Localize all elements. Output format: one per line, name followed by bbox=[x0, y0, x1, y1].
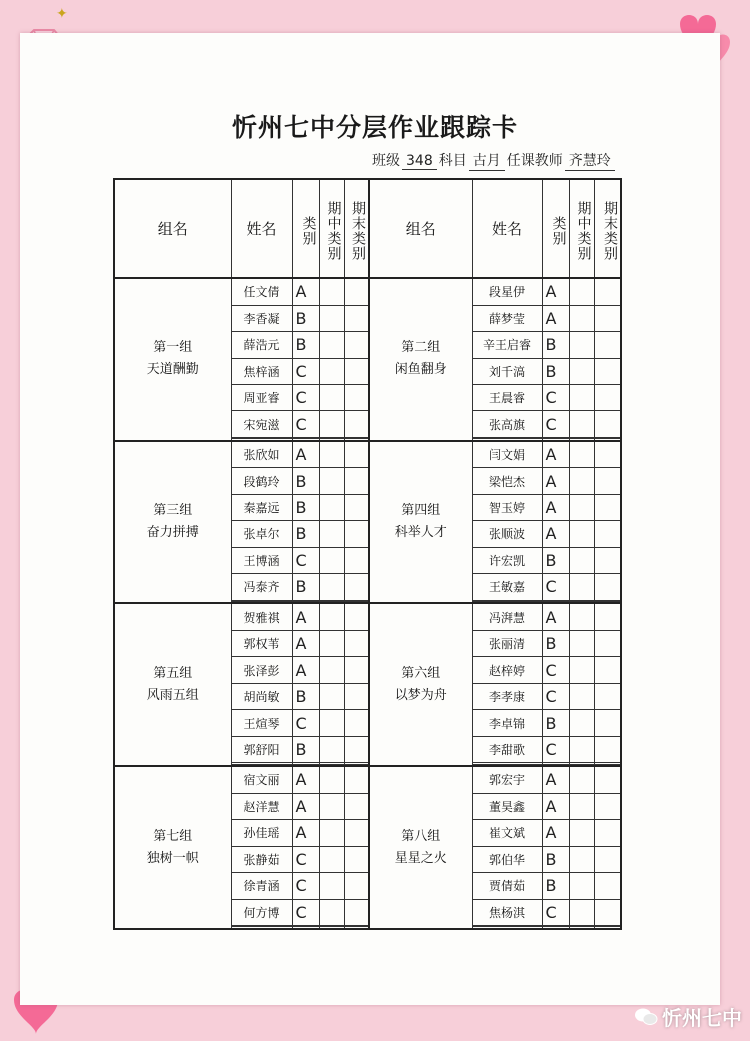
teacher-value: 齐慧玲 bbox=[565, 150, 615, 171]
student-name: 刘千滈 bbox=[472, 358, 542, 384]
midterm-cell bbox=[569, 710, 594, 736]
student-name: 王博涵 bbox=[231, 547, 292, 573]
category-cell: B bbox=[292, 305, 319, 331]
student-name: 赵梓婷 bbox=[472, 657, 542, 683]
category-cell: A bbox=[292, 603, 319, 630]
student-name: 李卓锦 bbox=[472, 710, 542, 736]
midterm-cell bbox=[569, 441, 594, 468]
page-title: 忻州七中分层作业跟踪卡 bbox=[231, 113, 518, 142]
table-row bbox=[114, 441, 621, 468]
category-cell bbox=[292, 927, 319, 929]
student-name: 张丽清 bbox=[472, 631, 542, 657]
category-cell: B bbox=[542, 358, 569, 384]
student-name: 梁恺杰 bbox=[472, 468, 542, 494]
final-cell bbox=[344, 927, 369, 929]
student-name: 徐青涵 bbox=[231, 873, 292, 899]
midterm-cell bbox=[319, 384, 344, 410]
student-name: 李香凝 bbox=[231, 305, 292, 331]
student-name: 冯湃慧 bbox=[472, 603, 542, 630]
table-row bbox=[114, 603, 621, 630]
student-name bbox=[472, 927, 542, 929]
midterm-cell bbox=[569, 927, 594, 929]
sparkle-icon: ✦ bbox=[56, 6, 68, 22]
final-cell bbox=[344, 631, 369, 657]
final-cell bbox=[594, 441, 621, 468]
category-cell: C bbox=[292, 411, 319, 437]
tracking-table bbox=[113, 178, 622, 930]
final-cell bbox=[594, 820, 621, 846]
final-cell bbox=[344, 603, 369, 630]
midterm-cell bbox=[319, 358, 344, 384]
midterm-cell bbox=[319, 305, 344, 331]
midterm-cell bbox=[569, 574, 594, 600]
student-name: 薛浩元 bbox=[231, 332, 292, 358]
final-cell bbox=[344, 899, 369, 925]
final-cell bbox=[344, 521, 369, 547]
final-cell bbox=[344, 710, 369, 736]
group-motto: 奋力拼搏 bbox=[146, 525, 199, 541]
final-cell bbox=[344, 305, 369, 331]
group-number: 第三组 bbox=[153, 503, 193, 519]
header-group: 组名 bbox=[114, 179, 231, 278]
category-cell: A bbox=[542, 603, 569, 630]
final-cell bbox=[594, 384, 621, 410]
group-cell bbox=[369, 441, 472, 604]
group-number: 第六组 bbox=[401, 665, 441, 681]
midterm-cell bbox=[319, 411, 344, 437]
category-cell: B bbox=[292, 574, 319, 600]
final-cell bbox=[594, 547, 621, 573]
category-cell: A bbox=[292, 766, 319, 793]
final-cell bbox=[594, 603, 621, 630]
student-name: 宿文丽 bbox=[231, 766, 292, 793]
group-cell bbox=[369, 603, 472, 766]
wechat-icon bbox=[634, 1007, 658, 1027]
student-name: 智玉婷 bbox=[472, 494, 542, 520]
midterm-cell bbox=[569, 793, 594, 819]
final-cell bbox=[344, 384, 369, 410]
category-cell: A bbox=[292, 657, 319, 683]
group-motto: 科举人才 bbox=[394, 525, 447, 541]
student-name: 张顺波 bbox=[472, 521, 542, 547]
category-cell bbox=[542, 927, 569, 929]
final-cell bbox=[344, 441, 369, 468]
category-cell: C bbox=[292, 873, 319, 899]
teacher-label: 任课教师 bbox=[506, 153, 563, 169]
group-number: 第七组 bbox=[153, 828, 193, 844]
student-name: 秦嘉远 bbox=[231, 494, 292, 520]
midterm-cell bbox=[319, 603, 344, 630]
midterm-cell bbox=[319, 683, 344, 709]
final-cell bbox=[594, 358, 621, 384]
final-cell bbox=[344, 873, 369, 899]
student-name: 李甜歌 bbox=[472, 736, 542, 762]
midterm-cell bbox=[569, 384, 594, 410]
final-cell bbox=[344, 278, 369, 305]
midterm-cell bbox=[319, 793, 344, 819]
final-cell bbox=[594, 278, 621, 305]
group-motto: 闲鱼翻身 bbox=[394, 362, 447, 378]
group-motto: 以梦为舟 bbox=[394, 687, 447, 703]
final-cell bbox=[344, 468, 369, 494]
final-cell bbox=[344, 332, 369, 358]
group-cell bbox=[369, 766, 472, 929]
student-name: 何方博 bbox=[231, 899, 292, 925]
table-row bbox=[114, 766, 621, 793]
midterm-cell bbox=[319, 574, 344, 600]
student-name: 胡尚敏 bbox=[231, 683, 292, 709]
category-cell: A bbox=[292, 631, 319, 657]
student-name: 贾倩茹 bbox=[472, 873, 542, 899]
midterm-cell bbox=[319, 547, 344, 573]
student-name: 郭舒阳 bbox=[231, 736, 292, 762]
student-name: 董昊鑫 bbox=[472, 793, 542, 819]
category-cell: C bbox=[292, 710, 319, 736]
category-cell: A bbox=[542, 820, 569, 846]
final-cell bbox=[594, 683, 621, 709]
student-name: 焦梓涵 bbox=[231, 358, 292, 384]
final-cell bbox=[594, 332, 621, 358]
final-cell bbox=[594, 873, 621, 899]
category-cell: A bbox=[542, 494, 569, 520]
header-group: 组名 bbox=[369, 179, 472, 278]
final-cell bbox=[344, 820, 369, 846]
student-name: 孙佳瑶 bbox=[231, 820, 292, 846]
final-cell bbox=[344, 683, 369, 709]
student-name: 闫文娟 bbox=[472, 441, 542, 468]
midterm-cell bbox=[319, 657, 344, 683]
student-name: 任文倩 bbox=[231, 278, 292, 305]
final-cell bbox=[344, 411, 369, 437]
category-cell: C bbox=[292, 384, 319, 410]
student-name: 郭宏宇 bbox=[472, 766, 542, 793]
class-info-line bbox=[372, 150, 617, 171]
midterm-cell bbox=[319, 846, 344, 872]
final-cell bbox=[594, 710, 621, 736]
midterm-cell bbox=[569, 603, 594, 630]
header-name: 姓名 bbox=[472, 179, 542, 278]
category-cell: C bbox=[542, 736, 569, 762]
student-name: 贺雅祺 bbox=[231, 603, 292, 630]
group-cell bbox=[114, 278, 231, 441]
category-cell: A bbox=[292, 278, 319, 305]
category-cell: B bbox=[292, 468, 319, 494]
final-cell bbox=[594, 736, 621, 762]
final-cell bbox=[594, 494, 621, 520]
class-value: 348 bbox=[402, 153, 437, 170]
final-cell bbox=[594, 305, 621, 331]
student-name: 王敏嘉 bbox=[472, 574, 542, 600]
midterm-cell bbox=[569, 494, 594, 520]
category-cell: B bbox=[292, 683, 319, 709]
category-cell: A bbox=[542, 766, 569, 793]
final-cell bbox=[344, 657, 369, 683]
category-cell: A bbox=[292, 441, 319, 468]
final-cell bbox=[344, 793, 369, 819]
midterm-cell bbox=[569, 873, 594, 899]
midterm-cell bbox=[569, 766, 594, 793]
category-cell: B bbox=[542, 332, 569, 358]
midterm-cell bbox=[319, 710, 344, 736]
midterm-cell bbox=[569, 332, 594, 358]
category-cell: A bbox=[542, 441, 569, 468]
category-cell: B bbox=[542, 710, 569, 736]
midterm-cell bbox=[569, 358, 594, 384]
table-row bbox=[114, 278, 621, 305]
header-category: 类别 bbox=[542, 179, 569, 278]
category-cell: A bbox=[542, 468, 569, 494]
student-name: 张泽彭 bbox=[231, 657, 292, 683]
midterm-cell bbox=[569, 846, 594, 872]
header-category: 类别 bbox=[292, 179, 319, 278]
midterm-cell bbox=[319, 468, 344, 494]
student-name: 焦杨淇 bbox=[472, 899, 542, 925]
header-name: 姓名 bbox=[231, 179, 292, 278]
category-cell: C bbox=[292, 899, 319, 925]
student-name: 郭权苇 bbox=[231, 631, 292, 657]
final-cell bbox=[594, 521, 621, 547]
final-cell bbox=[344, 494, 369, 520]
student-name: 周亚睿 bbox=[231, 384, 292, 410]
category-cell: C bbox=[542, 384, 569, 410]
group-number: 第一组 bbox=[153, 340, 193, 356]
final-cell bbox=[594, 899, 621, 925]
group-cell bbox=[114, 441, 231, 604]
category-cell: A bbox=[542, 278, 569, 305]
category-cell: A bbox=[542, 521, 569, 547]
student-name: 段星伊 bbox=[472, 278, 542, 305]
category-cell: C bbox=[542, 574, 569, 600]
midterm-cell bbox=[319, 766, 344, 793]
subject-label: 科目 bbox=[438, 153, 467, 169]
category-cell: B bbox=[292, 521, 319, 547]
group-motto: 独树一帜 bbox=[146, 850, 199, 866]
watermark bbox=[634, 1002, 742, 1031]
midterm-cell bbox=[319, 441, 344, 468]
student-name: 薛梦莹 bbox=[472, 305, 542, 331]
student-name: 张高旗 bbox=[472, 411, 542, 437]
header-final: 期末类别 bbox=[344, 179, 369, 278]
category-cell: C bbox=[542, 411, 569, 437]
group-cell bbox=[369, 278, 472, 441]
header-final: 期末类别 bbox=[594, 179, 621, 278]
midterm-cell bbox=[319, 332, 344, 358]
category-cell: B bbox=[542, 547, 569, 573]
category-cell: C bbox=[542, 899, 569, 925]
midterm-cell bbox=[319, 873, 344, 899]
student-name: 赵洋慧 bbox=[231, 793, 292, 819]
final-cell bbox=[344, 574, 369, 600]
student-name: 宋宛滋 bbox=[231, 411, 292, 437]
midterm-cell bbox=[569, 683, 594, 709]
category-cell: C bbox=[292, 547, 319, 573]
category-cell: B bbox=[292, 736, 319, 762]
category-cell: A bbox=[542, 793, 569, 819]
header-row bbox=[114, 179, 621, 278]
subject-value: 古月 bbox=[469, 150, 505, 171]
category-cell: B bbox=[542, 846, 569, 872]
final-cell bbox=[594, 927, 621, 929]
final-cell bbox=[594, 657, 621, 683]
final-cell bbox=[594, 468, 621, 494]
midterm-cell bbox=[319, 736, 344, 762]
midterm-cell bbox=[569, 411, 594, 437]
midterm-cell bbox=[319, 927, 344, 929]
watermark-text: 忻州七中 bbox=[662, 1006, 742, 1030]
student-name: 郭伯华 bbox=[472, 846, 542, 872]
category-cell: B bbox=[542, 873, 569, 899]
table-body bbox=[114, 278, 621, 929]
group-cell bbox=[114, 766, 231, 929]
student-name bbox=[231, 927, 292, 929]
category-cell: A bbox=[542, 305, 569, 331]
student-name: 李孝康 bbox=[472, 683, 542, 709]
student-name: 张卓尔 bbox=[231, 521, 292, 547]
category-cell: C bbox=[292, 358, 319, 384]
final-cell bbox=[594, 631, 621, 657]
midterm-cell bbox=[319, 631, 344, 657]
final-cell bbox=[344, 547, 369, 573]
group-cell bbox=[114, 603, 231, 766]
category-cell: C bbox=[542, 683, 569, 709]
class-label: 班级 bbox=[372, 153, 400, 169]
student-name: 王晨睿 bbox=[472, 384, 542, 410]
final-cell bbox=[594, 846, 621, 872]
header-midterm: 期中类别 bbox=[319, 179, 344, 278]
student-name: 张静茹 bbox=[231, 846, 292, 872]
group-number: 第四组 bbox=[401, 503, 441, 519]
midterm-cell bbox=[569, 657, 594, 683]
student-name: 辛王启睿 bbox=[472, 332, 542, 358]
category-cell: C bbox=[292, 846, 319, 872]
midterm-cell bbox=[569, 468, 594, 494]
student-name: 段鹤玲 bbox=[231, 468, 292, 494]
midterm-cell bbox=[569, 521, 594, 547]
final-cell bbox=[594, 793, 621, 819]
category-cell: B bbox=[292, 332, 319, 358]
midterm-cell bbox=[569, 547, 594, 573]
midterm-cell bbox=[569, 305, 594, 331]
final-cell bbox=[344, 846, 369, 872]
student-name: 崔文斌 bbox=[472, 820, 542, 846]
final-cell bbox=[594, 574, 621, 600]
group-motto: 天道酬勤 bbox=[146, 362, 199, 378]
midterm-cell bbox=[569, 820, 594, 846]
final-cell bbox=[344, 736, 369, 762]
category-cell: A bbox=[292, 793, 319, 819]
student-name: 张欣如 bbox=[231, 441, 292, 468]
midterm-cell bbox=[569, 631, 594, 657]
midterm-cell bbox=[319, 494, 344, 520]
group-motto: 星星之火 bbox=[394, 850, 447, 866]
header-midterm: 期中类别 bbox=[569, 179, 594, 278]
student-name: 王煊琴 bbox=[231, 710, 292, 736]
final-cell bbox=[344, 358, 369, 384]
category-cell: C bbox=[542, 657, 569, 683]
final-cell bbox=[594, 411, 621, 437]
midterm-cell bbox=[319, 521, 344, 547]
final-cell bbox=[594, 766, 621, 793]
category-cell: B bbox=[542, 631, 569, 657]
midterm-cell bbox=[319, 278, 344, 305]
student-name: 冯泰齐 bbox=[231, 574, 292, 600]
group-motto: 风雨五组 bbox=[146, 687, 199, 703]
midterm-cell bbox=[319, 899, 344, 925]
student-name: 许宏凯 bbox=[472, 547, 542, 573]
midterm-cell bbox=[319, 820, 344, 846]
midterm-cell bbox=[569, 278, 594, 305]
midterm-cell bbox=[569, 736, 594, 762]
group-number: 第二组 bbox=[401, 340, 441, 356]
group-number: 第五组 bbox=[153, 665, 193, 681]
category-cell: A bbox=[292, 820, 319, 846]
group-number: 第八组 bbox=[401, 828, 441, 844]
midterm-cell bbox=[569, 899, 594, 925]
final-cell bbox=[344, 766, 369, 793]
category-cell: B bbox=[292, 494, 319, 520]
